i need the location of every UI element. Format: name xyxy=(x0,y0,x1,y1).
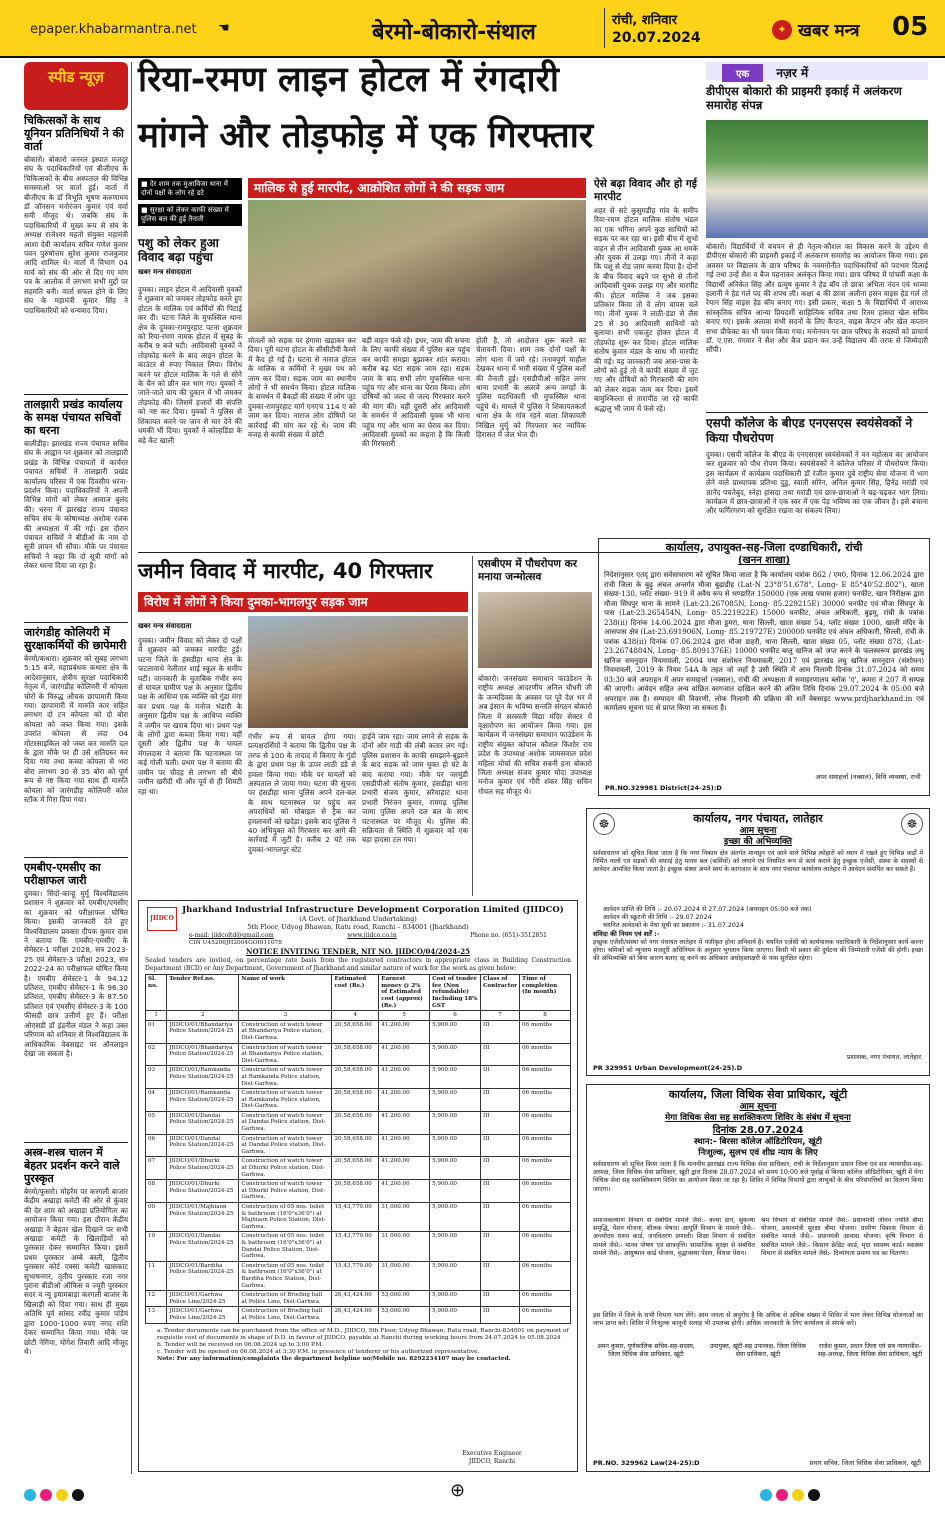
speed-news-title-1: चिकित्सकों के साथ यूनियन प्रतिनिधियों ने की वार्ता xyxy=(24,114,124,153)
table-cell: 06 xyxy=(146,1134,167,1157)
tender-col-index: 3 xyxy=(239,1011,332,1021)
table-cell: 06 months xyxy=(520,1066,571,1089)
lead-side2-body: शहर से सटे कुसुमडीह गांव के समीप रिया-रमण होटल मालिक संतोष भंडल का एक भगिना अपने कुछ साथियों को सड़क पर कर रहा था। इसी बीच में सुभो वाहन से तीन आदिवासी युवक आ धमके और युवक से उलझ गए। तीनों ने कहा कि पशु से रोड जाम करवा दिया है। दोनों के बीच विवाद बढ़ने पर सुभो से तीनों आदिवासी युवक उलझ गए और मारपीट की। होटल मालिक ने जब इसका प्रतिकार किया तो वे लोग वापस चले गए। तीनों युवक ने लाठी-डंडा से लैस 25 से 30 आदिवासी साथियों को बुलाया। सभी एकजुट होकर होटल में तोड़फोड़ शुरू कर दिया। होटल मालिक संतोष कुमार मंडल के साथ भी मारपीट की गई। यह जानकारी जब आस-पास के लोगों को हुई तो वे काफी संख्या में जुट गए और दोषियों को गिरफ्तारी की मांग को लेकर सड़क जाम कर दिया। इसमें बामुश्किल्ता से तारापीठ जा रहे काफी श्रद्धालु भी जाम में फंसे रहे। xyxy=(594,206,698,413)
table-cell: III xyxy=(480,1043,519,1066)
table-cell: JIIDCO/01/Dhurki Police Station/2024-25 xyxy=(167,1157,239,1180)
tender-col-header: Class of Contractor xyxy=(480,975,519,1011)
land-photo xyxy=(248,616,468,728)
lead-headline-1: रिया-रमण लाइन होटल में रंगदारी xyxy=(138,60,559,100)
land-red-bar: विरोध में लोगों ने किया दुमका-भागलपुर सड़क जाम xyxy=(138,592,468,612)
table-row xyxy=(146,1157,571,1180)
color-dot xyxy=(808,1489,820,1501)
speed-news-title-2: तालझारी प्रखंड कार्यालय के समक्ष पंचायत सचिवों का धरना xyxy=(24,398,123,437)
table-row xyxy=(146,1203,571,1232)
table-row xyxy=(146,1066,571,1089)
legal-notice-tagline: निःशुल्क, सुलभ एवं शीघ्र न्याय के लिए xyxy=(698,1148,818,1158)
table-cell: 07 xyxy=(146,1157,167,1180)
tender-col-header: Estimated cost (Rs.) xyxy=(332,975,379,1011)
table-cell: III xyxy=(480,1203,519,1232)
tender-col-index: 2 xyxy=(167,1011,239,1021)
table-cell: 5,900.00 xyxy=(430,1232,481,1261)
tender-email[interactable]: e-mail: jiidcoltd@gmail.com xyxy=(189,932,274,939)
tender-title: NOTICE INVITING TENDER, NIT NO. JIIDCO/04/2024-25 xyxy=(246,947,470,956)
tender-notice xyxy=(138,900,578,1472)
tender-phone: Phone no. (651)-3512851 xyxy=(470,932,547,939)
table-cell: 31,000.00 xyxy=(379,1232,430,1261)
section-title: बेरमो-बोकारो-संथाल xyxy=(372,20,536,45)
table-cell: 31,000.00 xyxy=(379,1203,430,1232)
table-cell: 20,58,658.00 xyxy=(332,1020,379,1043)
table-cell: III xyxy=(480,1066,519,1089)
table-cell: 41,200.00 xyxy=(379,1180,430,1203)
table-cell: 06 months xyxy=(520,1111,571,1134)
table-cell: Construction of watch tower at Ramkanda Police station, Dist-Garhwa. xyxy=(239,1066,332,1089)
legal-notice xyxy=(586,1084,930,1472)
legal-notice-body: सर्वसाधारण को सूचित किया जाता है कि माननीय झारखंड राज्य विधिक सेवा प्राधिकार, रांची के निर्देशानुसार प्रधान जिला एवं सत्र न्यायाधीश-सह-अध्यक्ष, जिला विधिक सेवा प्राधिकार, खूंटी द्वारा दिनांक 28.07.2024 को समय 10:00 बजे पूर्वाह्न से बिरसा कॉलेज ऑडिटोरियम, खूंटी में मेगा विधिक सेवा सह सशक्तिकरण शिविर का आयोजन किया जा रहा है। शिविर में विभिन्न विभागों द्वारा लाभुकों के बीच परिसंपत्तियों का वितरण किया जाएगा। xyxy=(593,1161,923,1193)
table-cell: 06 months xyxy=(520,1203,571,1232)
tender-intro: Sealed tenders are invited, on percentage rate basis from the registered contractors in appropriate class in Building Construction Department (BCD) or Any Department, Government of Jharkhand and similar nature of work for the work as given below: xyxy=(145,957,571,972)
table-cell: 11 xyxy=(146,1261,167,1290)
table-cell: 41,200.00 xyxy=(379,1043,430,1066)
nazar-tag xyxy=(706,62,928,80)
table-cell: 5,900.00 xyxy=(430,1089,481,1112)
np-notice xyxy=(586,808,930,1076)
brand-logo-icon: ✦ xyxy=(772,20,792,40)
tender-table-wrap xyxy=(139,974,577,1323)
tender-col-header: Cost of tender fee (Non refundable) Including 18% GST xyxy=(430,975,481,1011)
table-cell: Construction of watch tower at Dhurki Police station, Dist-Garhwa. xyxy=(239,1157,332,1180)
table-cell: 06 months xyxy=(520,1157,571,1180)
table-cell: 41,200.00 xyxy=(379,1157,430,1180)
dc-notice-pr: PR.NO.329981 District(24-25):D xyxy=(605,784,722,792)
table-cell: JIIDCO/01/Dandai Police Station/2024-25 xyxy=(167,1134,239,1157)
table-cell: Construction of watch tower at Bhandariya Police station, Dist-Garhwa. xyxy=(239,1043,332,1066)
column-divider xyxy=(131,62,132,1474)
table-cell: III xyxy=(480,1261,519,1290)
speed-news-body-1: बोकारो। बोकारो जनरल इस्पात मजदूर संघ के पदाधिकारियों एवं बीजीएच के चिकित्सकों के बीच अस्पताल की विभिन्न समस्याओं पर वार्ता हुई। वार्ता में बीजीएच के डॉ विभूति भूषण करुणामय डॉ जॉनसन मनोरंजन कुमार एवं वर्मा समी मौजूद थे। जबकि संघ के पदाधिकारियों में मुख्य रूप से संघ के अध्यक्ष राजेश्वर महतो संयुक्त महामंत्री आशा देवी कार्यालय सचिव गणेश कुमार पवन पुरुषोत्तम सुरेश कुमार राजकुमार आदि शामिल थे। वार्ता में विभाग 04 मार्च को संघ की ओर से दिए गए मांग पत्र के आलोक में लगभग सभी मुद्दों पर सहमति बनी। वार्ता सफल होने के लिए संघ के महामंत्री कुमार सिंह ने पदाधिकारियों को धन्यवाद दिया। xyxy=(24,155,128,315)
speed-news-label: स्पीड न्यूज़ xyxy=(48,68,104,86)
tender-sub: (A Govt. of Jharkhand Undertaking) xyxy=(299,915,417,923)
table-cell: 20,58,658.00 xyxy=(332,1180,379,1203)
lead-bullet-2-text: सुरक्षा को लेकर काफी संख्या में पुलिस बल की हुई तैनाती xyxy=(141,206,229,223)
np-notice-sub2: इच्छा की अभिव्यक्ति xyxy=(724,837,792,847)
table-cell: JIIDCO/01/Garhwa Police Line/2024-25 xyxy=(167,1307,239,1323)
legal-note: इस शिविर में जिले के सभी विभाग भाग लेंगे। आम जनता से अनुरोध है कि अधिक से अधिक संख्या में शिविर में भाग लेकर विभिन्न योजनाओं का लाभ प्राप्त करें। शिविर में निःशुल्क कानूनी सलाह भी उपलब्ध होगी। अधिक जानकारी के लिए कार्यालय से संपर्क करें। xyxy=(593,1312,923,1328)
table-cell: 06 months xyxy=(520,1232,571,1261)
table-row xyxy=(146,1134,571,1157)
nazar-headline: डीपीएस बोकारो की प्राइमरी इकाई में अलंकरण समारोह संपन्न xyxy=(706,84,902,112)
table-cell: III xyxy=(480,1020,519,1043)
table-cell: III xyxy=(480,1291,519,1307)
table-cell: 5,900.00 xyxy=(430,1134,481,1157)
tender-col-index: 6 xyxy=(430,1011,481,1021)
table-cell: III xyxy=(480,1134,519,1157)
table-cell: 02 xyxy=(146,1043,167,1066)
tender-col-header: Name of work xyxy=(239,975,332,1011)
legal-notice-sub2: मेगा विधिक सेवा सह सशक्तिकरण शिविर के संबंध में सूचना xyxy=(665,1113,851,1123)
table-cell: 20,58,658.00 xyxy=(332,1157,379,1180)
table-cell: Construction of Briefing hall at Police Line, Dist-Garhwa. xyxy=(239,1291,332,1307)
tender-table xyxy=(145,974,571,1323)
brand-name: खबर मन्त्र xyxy=(798,21,860,41)
np-rules: इच्छुक एजेंसी/संस्था को नगर पंचायत लातेहार में पंजीकृत होना अनिवार्य है। चयनित एजेंसी को कार्यपालक पदाधिकारी के निर्देशानुसार कार्य करना होगा। श्रमिकों को न्यूनतम मजदूरी अधिनियम के अनुसार भुगतान किया जाएगा। किसी भी प्रकार की दुर्घटना की जिम्मेदारी एजेंसी की होगी। इच्छा की अभिव्यक्ति को बिना कारण बताए रद्द करने का अधिकार अधोहस्ताक्षरी के पास सुरक्षित रहेगा। xyxy=(593,939,923,963)
tender-col-index: 1 xyxy=(146,1011,167,1021)
tender-note: a. Tender documents can be purchased from the office of M.D., JIIDCO, 5th Floor, Udyog Bhawan, Ratu road, Ranchi-834001 on payment of requisite cost of documents in shape of D.D. in favour of JIIDCO, payable at Ranchi during working hours from 24.07.2024 to 05.08.2024 xyxy=(157,1327,569,1341)
lead-bullet-1-text: देर शाम तक मुआविजा थाना में दोनों पक्षों के लोग रहे डटे xyxy=(141,180,228,197)
tender-col-header: Earnest money @ 2% of Estimated cost (approx) (Rs.) xyxy=(379,975,430,1011)
sbm-body: बोकारो। जनसंख्या समाधान फाउंडेशन के राष्ट्रीय अध्यक्ष आदरणीय अनिल चौधरी जी के जन्मदिवस के अवसर पर पूरे देश भर में अब इंसान के भविष्य सन्तति संगठन बोकारो जिला में सरस्वती विद्या मंदिर सेक्टर में वृक्षारोपण का आयोजन किया गया। इस कार्यक्रम में जनसंख्या समाधान फाउंडेशन के राष्ट्रीय संयुक्त कोपाल कौशल किशोर राय प्रदेश के उपाध्यक्ष अशोक जायसवाल प्रदेश महिला मोर्चा की सचिव सबनी हना बोकारो जिला अध्यक्ष संजय कुमार मोदा उपाध्यक्ष मनोज कुमार एवं गौरी शंकर सिंह सचिन गोयल सह मौजूद थे। xyxy=(478,674,592,796)
table-cell: 12 xyxy=(146,1291,167,1307)
table-cell: JIIDCO/01/Majhiaon Police Station/2024-25 xyxy=(167,1203,239,1232)
table-cell: 06 months xyxy=(520,1020,571,1043)
table-cell: JIIDCO/01/Dandai Police Station/2024-25 xyxy=(167,1111,239,1134)
speed-news-title-5: अस्त्र-शस्त्र चालन में बेहतर प्रदर्शन करने वाले पुरस्कृत xyxy=(24,1146,120,1185)
nazar-body: बोकारो। विद्यार्थियों में बचपन से ही नेतृत्व-कौशल का विकास करने के उद्देश्य से डीपीएस बोकारो की प्राइमरी इकाई में अलंकरण समारोह का आयोजन किया गया। इस अवसर पर विद्यालय के छात्र परिषद के नवमनोनीत पदाधिकारियों को पदभार दिलाई गई तथा उन्हें सैश व बैज पहनाकर अलंकृत किया गया। छात्र परिषद में पांचवीं कक्षा के विद्यार्थी अनिकेत सिंह और प्रत्युष कुमार ने हेड बॉय तो छात्रा अभिता नंदन एवं भाव्या हलानी ने हेड गर्ल पद की शपथ ली। कक्षा 4 की छात्रा अलीना हसन वाइस हेड गर्ल तो रेयान सिंह वाइस हेड बॉय बनाए गए। इसी प्रकार, कक्षा 5 के विद्यार्थियों में आराध्य सांस्कृतिक सचिव आन्या प्रियदर्शी साहित्यिक सचिव तथा रितम हांसदा खेल सचिव बनाए गए। इसके अलावा सभी सदनों के लिए कैप्टन, वाइस कैप्टन और खेल कप्तान सभा प्रीफेक्ट का भी चयन किया गया। मनोनयन पर छात्र परिषद के सदस्यों को प्राचार्य डॉ. ए.एस. गंगवार ने सैश और बैज प्रदान कर उन्हें विद्यालय की तरफ से जिम्मेदारी सौंपी। xyxy=(706,242,928,355)
np-notice-body: सर्वसाधारण को सूचित किया जाता है कि नगर निकाय क्षेत्र अंतर्गत मानसून एवं आने वाले विभिन्न त्योहारों को ध्यान में रखते हुए विभिन्न वार्डों में निर्मित नालों एवं सड़कों की सफाई हेतु मानव बल (कर्मियों) को लगाने एवं नियमित रूप से कार्य कराने हेतु इच्छुक एजेंसी, संस्था के सदस्यों से आवेदन आमंत्रित किया जाता है। इच्छुक संस्था अपने स्वयं के कागजात के साथ नगर पंचायत कार्यालय लातेहार में आवेदन समर्पित कर सकते हैं। xyxy=(593,850,923,874)
table-cell: JIIDCO/01/Bhandariya Police Station/2024-25 xyxy=(167,1043,239,1066)
nazar-photo xyxy=(706,120,928,238)
tender-address: 5th Floor, Udyog Bhawan, Ratu road, Ranchi – 834001 (Jharkhand) xyxy=(247,923,469,931)
table-cell: 41,200.00 xyxy=(379,1066,430,1089)
legal-notice-date: दिनांक 28.07.2024 xyxy=(712,1125,804,1136)
land-byline: खबर मन्त्र संवाददाता xyxy=(138,622,192,630)
table-cell: 06 months xyxy=(520,1134,571,1157)
table-cell: 06 months xyxy=(520,1180,571,1203)
color-dot xyxy=(56,1489,68,1501)
np-signer: प्रशासक, नगर पंचायत, लातेहार xyxy=(846,1053,921,1061)
table-cell: 13 xyxy=(146,1307,167,1323)
table-row xyxy=(146,1089,571,1112)
table-cell: 06 months xyxy=(520,1307,571,1323)
table-cell: III xyxy=(480,1307,519,1323)
table-cell: 20,58,658.00 xyxy=(332,1066,379,1089)
legal-notice-sub1: आम सूचना xyxy=(739,1102,777,1112)
table-cell: 53,000.00 xyxy=(379,1291,430,1307)
tender-col-index: 4 xyxy=(332,1011,379,1021)
page-number: 05 xyxy=(892,12,929,42)
table-cell: 41,200.00 xyxy=(379,1111,430,1134)
speed-news-column xyxy=(24,114,128,1474)
table-cell: 04 xyxy=(146,1089,167,1112)
table-row xyxy=(146,1111,571,1134)
table-cell: Construction of 05 nos. toilet & bathroom (16'0"x36'0") at Majhiaon Police Station, Dist-Garhwa. xyxy=(239,1203,332,1232)
table-cell: JIIDCO/01/Ramkanda Police Station/2024-25 xyxy=(167,1089,239,1112)
table-cell: 20,58,658.00 xyxy=(332,1111,379,1134)
lead-bullet-1: ■ देर शाम तक मुआविजा थाना में दोनों पक्षों के लोग रहे डटे xyxy=(138,178,242,200)
table-row xyxy=(146,1232,571,1261)
table-cell: 05 xyxy=(146,1111,167,1134)
table-cell: Construction of Briefing hall at Police Line, Dist-Garhwa. xyxy=(239,1307,332,1323)
table-cell: Construction of watch tower at Bhandariya Police station, Dist-Garhwa. xyxy=(239,1020,332,1043)
table-cell: 20,58,658.00 xyxy=(332,1089,379,1112)
color-dot xyxy=(760,1489,772,1501)
register-mark-icon: ⊕ xyxy=(450,1480,466,1501)
table-cell: 10 xyxy=(146,1232,167,1261)
legal-signer-3: राजेश कुमार, प्रधान जिला एवं सत्र न्यायाधीश-सह-अध्यक्ष, जिला विधिक सेवा प्राधिकार, खूंटी xyxy=(817,1343,923,1358)
speed-news-title-4: एमबीए-एमसीए का परीक्षाफल जारी xyxy=(24,861,101,887)
legal-columns xyxy=(587,1217,929,1309)
footer-color-dots-right xyxy=(760,1486,824,1505)
np-pr: PR 329951 Urban Development(24-25).D xyxy=(593,1064,743,1072)
tender-body xyxy=(146,1020,571,1323)
speed-news-body-4: दुमका। सिदो-कान्हू मुर्मू विश्वविद्यालय प्रशासन ने शुक्रवार को एमबीए/एमसीए का शुक्रवार को परीक्षाफल घोषित किया। इसकी जानकारी देते हुए विश्वविद्यालय प्रवक्ता दीपक कुमार दास ने बताया कि एमबीए-एमसीए के सेमेस्टर-1 परीक्षा 2028, सत्र 2023-25 एवं सेमेस्टर-3 परीक्षा 2023, सत्र 2022-24 का परीक्षाफल घोषित किया है। एमबीए सेमेस्टर-1 के 94.12 प्रतिशत, एमबीए सेमेस्टर-1 के 96.30 प्रतिशत, एमबीए सेमेस्टर-3 के 87.50 प्रतिशत एवं एमसीए सेमेस्टर-3 के 100 फीसदी छात्र उत्तीर्ण हुए हैं। परीक्षा ओएसडी डॉ इंद्रनील मंडल ने कहा उक्त परिणाम को शनिवार से विश्वविद्यालय के आधिकारिक वेबसाइट पर ऑनलाइन देखा जा सकता है। xyxy=(24,889,128,1058)
tender-col-header: Time of completion (In month) xyxy=(520,975,571,1011)
speed-news-title-3: जारंगडीह कोलियरी में सुरक्षाकर्मियों की छापेमारी xyxy=(24,626,127,652)
np-date-3: चयनित आवेदकों के मेधा सूची का प्रकाशन :- 31.07.2024 xyxy=(603,922,744,929)
sbm-divider xyxy=(472,556,473,896)
table-cell: Construction of watch tower at Dandai Police station, Dist-Garhwa. xyxy=(239,1134,332,1157)
dc-notice-title: कार्यालय, उपायुक्त-सह-जिला दण्डाधिकारी, रांची xyxy=(665,541,863,554)
table-cell: JIIDCO/01/Dhurki Police Station/2024-25 xyxy=(167,1180,239,1203)
lead-col-a: मोतलों को सड़क पर हंगामा खड़ाकर कर दिया। पूरी घटना होटल के सीसीटीवी कैमरे में कैद हो गई है। घटना से नाराज होटल के मालिक व कर्मियों ने मुख्य पथ को जाम कर दिया। सड़क जाम का स्थानीय लोगों ने भी समर्थन किया। होटल मालिक के समर्थन में बैकड़ों की संख्या में लोग जुट दुमका-रामपुरहाट मार्ग एनएच 114 ए को जाम कर दिया। नाराज लोग दोषियों पर कार्रवाई की मांग कर रहे थे। जाम की वजह से काफी संख्या में छोटी xyxy=(248,336,356,440)
speed-news-rule xyxy=(24,622,128,623)
legal-signer-1: अमन कुमार, पूर्णकालिक सचिव-सह-सदस्य, जिला विधिक सेवा प्राधिकार, खूंटी xyxy=(597,1343,695,1358)
lead-col-b: बड़ी वाहन फंसे रहे। इधर, जाम की सचना के लिए काफी संख्या में पुलिस बल पहुंच कर काफी समझा बुझाकर शांत कराया। करीब बढ़ घंटा सड़क जाम रहा। सड़क जाम के बाद सभी लोग मुफस्सिल थाना पहुंच गए और थाना का घेराव किया। लोग दोषियों को जल्द से जल्द गिरफ्तार करने की मांग की। वहीं दूसरी ओर आदिवासी के समर्थन में आदिवासी युवक भी थाना पहुंच गए और थाना का घेराव कर दिया। आदिवासी युवकों का कहना है कि किसी की गिरफ्तारी xyxy=(362,336,470,449)
table-cell: III xyxy=(480,1180,519,1203)
nazar-story2-body: दुमका। एसपी कॉलेज के बीएड के एनएसएस स्वयंसेवकों ने वन महोत्सव का आयोजन कर शुक्रवार को पौध रोपण किया। स्वयंसेवकों ने कॉलेज परिसर में पौधरोपण किया। इस कार्यक्रम में कार्यक्रम पदाधिकारी डॉ रंजीत कुमार दुबे राष्ट्रीय सेवा योजना में भाग लेने वाले प्राध्यापक प्रतिभा दुडु, स्वाती सोरेन, अनिल कुमार सिंह, हिनेंद्र मरांडी एवं ज्ञानेंद पचतेबुद, स्नेहा हांसदा तथा मरांडी एवं छात्र-छात्राओं ने बढ़-चढ़कर भाग लिया। कार्यक्रम में छात्र-छात्राओं ने एक स्वर में एक पेड़ भविष्य का एक जीवन है। इसे बचाना और फर्गिरगरण को सुरक्षित रखना का संकल्प लिया। xyxy=(706,450,928,516)
lead-red-bar: मालिक से हुई मारपीट, आक्रोशित लोगों ने की सड़क जाम xyxy=(248,178,586,198)
legal-right-col: श्रम विभाग से संबंधित मामले जैसे:- प्रधानमंत्री जीवन ज्योति बीमा योजना, प्रधानमंत्री सुरक्षा बीमा योजना। ग्रामीण विकास विभाग से संबंधित मामले जैसे:- प्रधानमंत्री आवास योजना। कृषि विभाग से संबंधित मामले जैसे:- किसान क्रेडिट कार्ड, मृदा स्वास्थ्य कार्ड। स्वास्थ्य विभाग से संबंधित मामले जैसे:- दिव्यांगता प्रमाण पत्र का वितरण। xyxy=(761,1217,923,1257)
table-cell: 26,43,424.00 xyxy=(332,1291,379,1307)
tender-web[interactable]: www.jiidco.co.in xyxy=(347,932,397,939)
table-row xyxy=(146,1043,571,1066)
speed-news-badge xyxy=(24,62,128,110)
np-emblem-right-icon: ☸ xyxy=(901,813,923,835)
legal-pr: PR.NO. 329962 Law(24-25):D xyxy=(593,1459,700,1467)
land-col-1: दुमका। जमीन विवाद को लेकर दो पक्षों में शुक्रवार को जमकर मारपीट हुई। घटना जिले के हंसडीहा थाना क्षेत्र के फटलावाधे नेलीतार शाई स्कूल के समीप घटी। जानकारी के मुताबिक गंभीर रूप से घायल ग्रामीण पक्ष के अनुसार द्वितीय पक्ष के आधिप्य एक व्यक्ति को गुंडा मंगा कर प्रथम पक्ष के मनोज भंडारी के अनुसार द्वितीय पक्ष के आधिप्य व्यक्ति ने जमीन पर खराब दिया था। प्रथम पक्ष के लोगों द्वारा कब्जा किया गया। वहीं दूसरी ओर द्वितीय पक्ष के घायल मंगलदास ने बताया कि घटनास्थल पर कई गोली चली। प्रथम पक्ष ने बताया की जमीन पर चौदह से लगभग सौ बीघे जमीन खरीदी थी और पूर्व से ही शिमटी रहा था। xyxy=(138,636,242,796)
table-cell: 15,43,779.00 xyxy=(332,1261,379,1290)
cursor-icon: ☚ xyxy=(218,21,230,36)
tender-note: c. Tender will be opened on 06.08.2024 at 3:30 P.M. in presence of tenderer or his authorized representative. xyxy=(157,1349,480,1356)
tender-note: b. Tender will be received on 06.08.2024 up to 3:00 P.M. xyxy=(157,1341,324,1348)
table-cell: 5,900.00 xyxy=(430,1066,481,1089)
table-cell: 20,58,658.00 xyxy=(332,1043,379,1066)
speed-news-body-3: बेरमो/कथारा। शुक्रवार को सुबह लगभग 5:15 बजे, महाप्रबंधक कथारा क्षेत्र के आदेशानुसार, क्षेत्रीय सुरक्षा पदाधिकारी नेतृत्व में, जारंगडीह कोलियरी में कोयला चोरों के विरुद्ध औचक छापामारी किया गया। छापामारी में मारुति कार सहित लगभग दो टन कोयला को दो बोरा कोयला को जब्त किया गया। इसके उपरांत कोयला से लदा 04 मोटरसाइकिल को जब्त कर मारुति दल के द्वारा मौके पर ही उसे क्षतिग्रस्त कर दिया गया तथा कच्चा कोयला से भरा बोरा लगभग 30 से 35 बोरा को पूर्ण रूप से नष्ट किया गया साथ ही मारुति कोयला को जारंगडीह कोलियरी कोल स्टॉक में गिरा दिया गया। xyxy=(24,654,128,805)
color-dot xyxy=(40,1489,52,1501)
table-cell: 15,43,779.00 xyxy=(332,1203,379,1232)
table-cell: Construction of 05 nos. toilet & bathroom (16'0"x36'0") at Bardiha Police Station, Dist-Garhwa. xyxy=(239,1261,332,1290)
table-cell: JIIDCO/01/Bhandariya Police Station/2024-25 xyxy=(167,1020,239,1043)
table-cell: 5,900.00 xyxy=(430,1261,481,1290)
speed-news-rule xyxy=(24,394,128,395)
tender-signer: Executive Engineer JIIDCO, Ranchi xyxy=(462,1450,522,1465)
epaper-url[interactable]: epaper.khabarmantra.net xyxy=(30,22,197,37)
legal-notice-title: कार्यालय, जिला विधिक सेवा प्राधिकार, खूंटी xyxy=(668,1088,848,1101)
color-dot xyxy=(24,1489,36,1501)
table-cell: III xyxy=(480,1111,519,1134)
color-dot xyxy=(776,1489,788,1501)
tender-notes xyxy=(139,1324,577,1364)
table-cell: 06 months xyxy=(520,1043,571,1066)
table-row xyxy=(146,1261,571,1290)
table-cell: III xyxy=(480,1157,519,1180)
legal-footer: प्रचार सचिव, जिला विधिक सेवा प्राधिकार, खूंटी xyxy=(809,1459,921,1467)
nazar-story2-head: एसपी कॉलेज के बीएड एनएसएस स्वयंसेवकों ने किया पौधरोपण xyxy=(706,416,913,445)
lead-bullet-2: ■ सुरक्षा को लेकर काफी संख्या में पुलिस बल की हुई तैनाती xyxy=(138,204,242,226)
dc-notice-body: निदेशानुसार एतद् द्वारा सर्वसाधारण को सूचित किया जाता है कि कार्यालय पत्रांक 862 / एम0, दिनांक 12.06.2024 द्वारा रांची जिला के बुढ़ू अंचल अन्तर्गत मौजा बुढ़ाडीह (Lat-N 23°8'51.678", Long- E 85°40'52.802"), खाता संख्या-130, प्लॉट संख्या- 919 में अवैध रूप से भण्डारित 150000 (एक लाख पचास हजार) घनफीट, खान निरीक्षक द्वारा मौजा सिंघपुर थाना के सामने (Lat-23.267085N, Long- 85.229215E) 30000 घनफीट एवं मौजा सिंघपुर के पास (Lat-23.265454N, Long- 85.221922E) 15000 घनफीट, अंचल अधिकारी, बुढ़मू, रांची के पत्रांक 238(ii) दिनांक 14.06.2024 द्वारा मौजा डुमरा, थाना सिल्ली, खाता संख्या 54, प्लॉट संख्या 1000, खाली मंदिर के आसपास क्षेत्र (Lat-23.691906N, Long- 85.219727E) 200000 घनफीट एवं अंचल अधिकारी, सिल्ली, रांची के पत्रांक 438(ii) दिनांक 07.06.2024 द्वारा मौजा डाहरी, थाना सिल्ली, खाता संख्या 05, प्लॉट संख्या 878, (Lat-23.2674884N, Long- 85.8091376E) 10000 घनफीट बालू खनिज को जप्त करने के फलस्वरूप झारखंड लघु खनिज समनुदान नियमावली, 2004 यथा संशोधन नियमावली, 2017 एवं झारखंड लघु खनिज समनुदान (संशोधन) नियमावली, 2019 के नियम 54A के तहत जो जहाँ है उसी स्थिति में आम निलामी दिनांक 31.07.2024 को समय 03:30 बजे अपराहन में अपर समाहर्त्ता (नक्सल), रांची की अध्यक्षता में समाहरणालय ब्लॉक 'ए', कमरा नं 207 में सम्पन्न की जाएगी। आवेदन सहित अन्य वांछित कागजात दाखिल करने की अंतिम तिथि दिनांक 29.07.2024 के 05:00 बजे अपराहन तक है। सम्पादन की विवरणी, लोक निलामी की प्रक्रिया की शर्तें वेबसाइट www.prdjharkhand.in एवं कार्यालय सूचना पट से प्राप्त किया जा सकता है। xyxy=(604,570,924,712)
table-cell: JIIDCO/01/Ramkanda Police Station/2024-25 xyxy=(167,1066,239,1089)
tender-col-index: 7 xyxy=(480,1011,519,1021)
land-col-2: गंभीर रूप से घायल होगा गया। प्रत्यक्षदर्शियों ने बताया कि द्वितीय पक्ष के तरफ से 100 के तादाद में किराए के गुंडों के द्वारा प्रथम पक्ष के ऊपर लाठी डंडे से हमला किया गया। मौके पर घायलों को अस्पताल ले जाया गया। घटना की सूचना पर हंसडीहा थाना पुलिस अपने दल-बल के साथ घटनास्थल पर पहुंच कर अपराधियों को मोबाइल से ट्रैक कर हमलावरों को खदेड़ा। इसके बाद पुलिस ने 40 अभियुक्त को गिरफ्तार कर आगे की कार्रवाई में जुटी है। करीब 2 घंटे तक दुमका-भागलपुर स्टेट xyxy=(248,732,356,854)
lead-byline: खबर मन्त्र संवाददाता xyxy=(138,268,192,276)
nazar-rule xyxy=(706,412,928,413)
land-headline: जमीन विवाद में मारपीट, 40 गिरफ्तार xyxy=(138,559,433,583)
table-cell: Construction of watch tower at Dandai Police station, Dist-Garhwa. xyxy=(239,1111,332,1134)
table-cell: 41,200.00 xyxy=(379,1089,430,1112)
table-cell: 09 xyxy=(146,1203,167,1232)
color-dot xyxy=(792,1489,804,1501)
table-cell: 41,200.00 xyxy=(379,1020,430,1043)
lead-headline-2: मांगने और तोड़फोड़ में एक गिरफ्तार xyxy=(138,116,594,156)
dc-notice xyxy=(598,538,930,796)
table-cell: 06 months xyxy=(520,1261,571,1290)
table-cell: III xyxy=(480,1089,519,1112)
tender-col-header: Sl. no. xyxy=(146,975,167,1011)
table-cell: III xyxy=(480,1232,519,1261)
legal-notice-venue: स्थान:- बिरसा कॉलेज ऑडिटोरियम, खूंटी xyxy=(694,1137,822,1147)
tender-cin: CIN U45206JH2004GOI011078 xyxy=(189,940,282,946)
table-cell: 5,900.00 xyxy=(430,1020,481,1043)
table-cell: Construction of watch tower at Ramkanda Police station, Dist-Garhwa. xyxy=(239,1089,332,1112)
sbm-headline: एसबीएम में पौधरोपण कर मनाया जन्मोत्सव xyxy=(478,558,578,583)
legal-left-col: समाजकल्याण विभाग से संबंधित मामले जैसे:- कन्या दान, सुकन्या समृद्धि, पेंशन योजना, शीलक भेषज। आपूर्ति विभाग के मामले जैसे:- अन्त्योदय राशन कार्ड, जनवितरण प्रणाली। शिक्षा विभाग से संबंधित मामले जैसे:- मानव पोषण एवं छात्रवृत्ति। सामाजिक सुरक्षा से संबंधित मामले जैसे:- आयुष्मान कार्ड योजना, वृद्धावस्था पेंशन, विधवा पेंशन। xyxy=(593,1217,755,1257)
table-cell: JIIDCO/01/Garhwa Police Line/2024-25 xyxy=(167,1291,239,1307)
city-day: रांची, शनिवार xyxy=(612,13,678,28)
table-cell: 41,200.00 xyxy=(379,1134,430,1157)
dc-notice-signer: अपर समाहर्त्ता (नक्सल), विधि व्यवस्था, रांची xyxy=(815,773,921,781)
table-row xyxy=(146,1020,571,1043)
np-notice-title: कार्यालय, नगर पंचायत, लातेहार xyxy=(693,812,823,825)
table-cell: JIIDCO/01/Bardiha Police Station/2024-25 xyxy=(167,1261,239,1290)
table-cell: 5,900.00 xyxy=(430,1291,481,1307)
tender-col-index: 5 xyxy=(379,1011,430,1021)
table-cell: 5,900.00 xyxy=(430,1111,481,1134)
table-cell: 01 xyxy=(146,1020,167,1043)
table-cell: 5,900.00 xyxy=(430,1157,481,1180)
table-row xyxy=(146,1307,571,1323)
tender-index-row xyxy=(146,1011,571,1021)
table-cell: JIIDCO/01/Dandai Police Station/2024-25 xyxy=(167,1232,239,1261)
table-cell: 5,900.00 xyxy=(430,1180,481,1203)
table-cell: 20,58,658.00 xyxy=(332,1134,379,1157)
table-row xyxy=(146,1180,571,1203)
speed-news-body-5: बेरमो/फुसरो। मोहर्रम पर करगली बाजार केंद्रीय अखाड़ा कमेटी की ओर से कुंवार की देर शाम को अखाड़ा प्रतियोगिता का आयोजन किया गया। इस दौरान केंद्रीय अखाड़ा ने बेहतर खेल दिखाने पर सभी अखाड़ा कमेटी के खिलाड़ियों को पुरस्कार देकर सम्मानित किया। इसमें प्रथम पुरस्कार अम्बे बस्ती, द्वितीय पुरस्कार कोर्ट एक्सा कमेटी खासकाट सुभाषनगर, तृतीय पुरस्कार रजा नगर पुराना बीडीओ ऑफिस व ज्यूरी पुरस्कार सदर व न्यू इमामबाड़ा करगली बाजार के खिलाड़ी को दिया गया। साथ ही मुख्य अतिथि पूर्व सांसद रवींद्र कुमार पांडेय द्वारा 1000-1000 रुपए नगद राशि देकर सम्मानित किया गया। मौके पर छोटी नेगिया, योगेश तिवारी आदि मौजूद थे। xyxy=(24,1187,128,1356)
footer-color-dots-left xyxy=(24,1486,88,1505)
tender-col-header: Tender Ref.no. xyxy=(167,975,239,1011)
lead-col-c: होती है, तो आदोलन शुरू करने का चेतावनी दिया। शाम तक दोनों पक्षों के लोग थाना में जमे रहे। तनावपूर्ण माहौल देखकर थाना में भारी संख्या में पुलिस बलों की तैनाती हुई। एसडीपीओ सहित लगर थाना प्रभारी के अलावे अन्य जगहों के पुलिस पदाधिकारी भी मुफस्सिल थाना पहुंचे थे। मामले में पुलिस ने शिकायतकर्ता थाना क्षेत्र के गांव रहने वाला शिकायती निखिल मुर्मू को गिरफ्तार कर न्यायिक हिरासत में जेल भेज दी। xyxy=(476,336,586,440)
dc-notice-subtitle: (खनन शाखा) xyxy=(737,555,791,566)
table-cell: 06 months xyxy=(520,1291,571,1307)
legal-signer-2: उपायुक्त, खूंटी-सह उपाध्यक्ष, जिला विधिक सेवा प्राधिकार, खूंटी xyxy=(709,1343,807,1358)
speed-news-body-2: बालीडीह। झारखंड राज्य पंचायत सचिव संघ के आह्वान पर शुक्रवार को तालझारी प्रखंड के विभिन्न पंचायतों में कार्यरत पंचायत सचिवों ने तालझारी प्रखंड कार्यालय परिसर में एक दिवसीय धरना-प्रदर्शन किया। पदाधिकारियों ने अपनी विभिन्न मांगों को लेकर आवाज बुलंद की। धरना में झारखंड राज्य पंचायत सचिव संघ के कोषाध्यक्ष अशोक रजक की अध्यक्षता में की गई। इस दौरान पंचायत सचिवों ने बीडीओ के नाम दो सूत्री ज्ञापन भी सौंपा। मौके पर पंचायत सचिवों ने कहा कि दो सूत्री मांगों को लेकर धरना दिया जा रहा है। xyxy=(24,439,128,571)
lead-side2-head: ऐसे बढ़ा विवाद और हो गई मारपीट xyxy=(594,178,697,203)
table-cell: 06 months xyxy=(520,1089,571,1112)
table-cell: 26,43,424.00 xyxy=(332,1307,379,1323)
np-date-2: आवेदन की स्क्रूटनी की तिथि :- 29.07.2024 xyxy=(603,914,712,921)
lead-photo xyxy=(248,200,586,332)
table-cell: 53,000.00 xyxy=(379,1307,430,1323)
table-cell: Construction of watch tower at Dhurki Police station, Dist-Garhwa. xyxy=(239,1180,332,1203)
tender-header-row xyxy=(146,975,571,1011)
speed-news-rule xyxy=(24,1142,128,1143)
np-date-1: आवेदन प्राप्ति की तिथि :- 20.07.2024 से 27.07.2024 (अपराहन 05:00 बजे तक) xyxy=(603,906,812,913)
table-cell: 5,900.00 xyxy=(430,1043,481,1066)
speed-news-rule xyxy=(24,857,128,858)
sbm-photo xyxy=(478,592,592,668)
nazar-tag-label: नज़र में xyxy=(776,66,809,80)
table-cell: 08 xyxy=(146,1180,167,1203)
table-cell: 5,900.00 xyxy=(430,1307,481,1323)
color-dot xyxy=(72,1489,84,1501)
tender-contact-row xyxy=(139,931,577,940)
table-row xyxy=(146,1291,571,1307)
nazar-tag-ek: एक xyxy=(722,64,763,82)
table-cell: 15,43,779.00 xyxy=(332,1232,379,1261)
np-rules-title: संविदा की नियम एवं शर्तें :- xyxy=(593,930,660,938)
tender-org: Jharkhand Industrial Infrastructure Development Corporation Limited (JIIDCO) xyxy=(182,905,564,915)
legal-signers xyxy=(587,1343,929,1359)
tender-note: Note: For any information/complaints the department helpline no/Mobile no. 8292234107 may be contacted. xyxy=(157,1356,511,1363)
tender-logo-icon: JIIDCO xyxy=(147,907,177,931)
lead-side-head: पशु को लेकर हुआ विवाद बढ़ा पहुंचा xyxy=(138,236,219,264)
lead-side-body: दुमका। लाइन होटल में आदिवासी युवकों ने शुक्रवार को जमकर तोड़फोड़ करते हुए होटल के मालिक एवं कर्मियों की पिटाई कर दी। पटना जिले के मुफस्सिल थाना क्षेत्र के दुमका-रामपुरहाट पटना शुक्रवार को रिया-रमण नामक होटल में सुबह के करीब 9 बजे घटी। आदिवासी युवकों ने तोड़फोड़ करने के बाद लाइन होटल के काउंटर से रुपए निकाल लिया। विरोध करने पर होटल मालिक के गले से सोने के चैन को छीन कर भाग गए। युवकों ने जाते-जाते चाय की दुकान में भी जमकर तोड़फोड़ की। जिसमें हजारों की संपत्ति को नष्ट कर दिया। युवकों ने पुलिस से शिकायत करने पर जान से मार देने की धमकी भी दिया। युवकों ने कोल्हड़िंडा के बड़े केंट खाली xyxy=(138,285,242,445)
table-cell: 5,900.00 xyxy=(430,1203,481,1232)
table-cell: 31,000.00 xyxy=(379,1261,430,1290)
tender-col-index: 8 xyxy=(520,1011,571,1021)
issue-date: 20.07.2024 xyxy=(612,30,701,46)
land-col-3: हाईवे जाम रहा। जाम लगने से सड़क के दोनों ओर गाड़ी की लंबी कतार लग गई। पुलिस प्रशासन के काफी समझाने-बुझाने के बाद सड़क को जाम मुक्त हो घंटे के बाद कराया गया। मौके पर जरमुंडी एसडीपीओ संतोष कुमार, हंसडीहा थाना प्रभारी संजय कुमार, सरैयाहाट थाना प्रभारी निरंजन कुमार, रामगढ़ पुलिस जामा पुलिस अपने दल बल के साथ घटनास्थल पर मौजूद थे। पुलिस की सक्रियता से स्थिति में शुक्रवार को एक बड़ा हादसा टल गया। xyxy=(362,732,468,845)
table-cell: Construction of 05 nos. toilet & bathroom (16'0"x36'0") at Dandai Police Station, Dist-Garhwa. xyxy=(239,1232,332,1261)
table-cell: 03 xyxy=(146,1066,167,1089)
header-divider xyxy=(604,8,605,48)
np-emblem-left-icon: ☸ xyxy=(593,813,615,835)
np-notice-sub1: आम सूचना xyxy=(739,826,777,836)
